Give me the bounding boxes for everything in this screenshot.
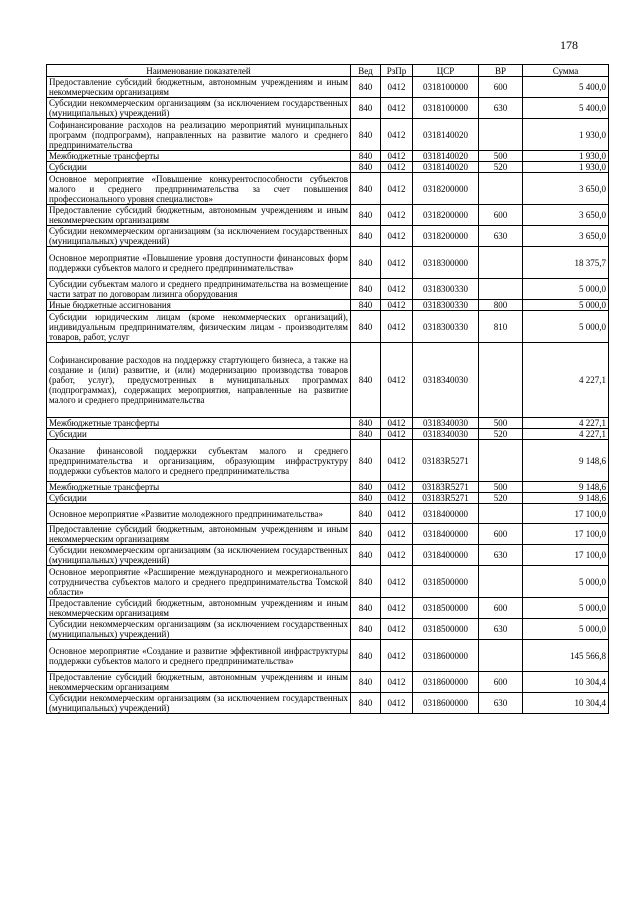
row-sum-cell: 5 000,0 xyxy=(523,279,609,300)
row-rzpr-cell: 0412 xyxy=(381,98,413,119)
row-vr-cell: 520 xyxy=(479,162,523,173)
row-rzpr-cell: 0412 xyxy=(381,119,413,151)
row-ved-cell: 840 xyxy=(351,672,381,693)
row-csr-cell: 0318600000 xyxy=(413,640,479,672)
row-csr-cell: 0318300000 xyxy=(413,247,479,279)
table-row xyxy=(47,205,609,226)
row-rzpr-cell: 0412 xyxy=(381,598,413,619)
row-name-cell: Предоставление субсидий бюджетным, автономным учреждениям и иным некоммерческим организациям xyxy=(47,77,351,98)
row-ved-cell: 840 xyxy=(351,598,381,619)
row-sum-cell: 1 930,0 xyxy=(523,151,609,162)
row-csr-cell: 0318600000 xyxy=(413,693,479,714)
row-ved-cell: 840 xyxy=(351,279,381,300)
row-csr-cell: 0318140020 xyxy=(413,162,479,173)
row-sum-cell: 5 000,0 xyxy=(523,598,609,619)
row-name-cell: Основное мероприятие «Расширение международного и межрегионального сотрудничества субъектов малого и среднего предпринимательства Томской области» xyxy=(47,566,351,598)
row-sum-cell: 10 304,4 xyxy=(523,693,609,714)
row-name-cell: Межбюджетные трансферты xyxy=(47,151,351,162)
row-rzpr-cell: 0412 xyxy=(381,482,413,493)
row-sum-cell: 1 930,0 xyxy=(523,119,609,151)
table-row xyxy=(47,173,609,205)
table-row xyxy=(47,429,609,440)
table-row xyxy=(47,545,609,566)
row-rzpr-cell: 0412 xyxy=(381,693,413,714)
row-csr-cell: 0318300330 xyxy=(413,279,479,300)
header-csr: ЦСР xyxy=(413,65,479,77)
row-ved-cell: 840 xyxy=(351,504,381,524)
row-sum-cell: 3 650,0 xyxy=(523,226,609,247)
row-name-cell: Субсидии xyxy=(47,162,351,173)
table-row xyxy=(47,693,609,714)
table-row xyxy=(47,619,609,640)
table-row xyxy=(47,77,609,98)
row-csr-cell: 03183R5271 xyxy=(413,482,479,493)
row-rzpr-cell: 0412 xyxy=(381,226,413,247)
row-vr-cell: 630 xyxy=(479,693,523,714)
row-ved-cell: 840 xyxy=(351,311,381,343)
row-rzpr-cell: 0412 xyxy=(381,77,413,98)
row-vr-cell xyxy=(479,119,523,151)
row-csr-cell: 0318400000 xyxy=(413,504,479,524)
row-rzpr-cell: 0412 xyxy=(381,545,413,566)
table-row xyxy=(47,493,609,504)
row-sum-cell: 5 000,0 xyxy=(523,300,609,311)
row-vr-cell: 500 xyxy=(479,482,523,493)
row-vr-cell: 630 xyxy=(479,98,523,119)
row-vr-cell: 600 xyxy=(479,598,523,619)
row-rzpr-cell: 0412 xyxy=(381,418,413,429)
row-vr-cell: 520 xyxy=(479,493,523,504)
row-ved-cell: 840 xyxy=(351,205,381,226)
row-ved-cell: 840 xyxy=(351,524,381,545)
row-name-cell: Субсидии xyxy=(47,493,351,504)
table-row xyxy=(47,504,609,524)
row-vr-cell xyxy=(479,173,523,205)
row-ved-cell: 840 xyxy=(351,566,381,598)
table-row xyxy=(47,98,609,119)
table-row xyxy=(47,640,609,672)
row-ved-cell: 840 xyxy=(351,173,381,205)
row-vr-cell xyxy=(479,343,523,418)
row-sum-cell: 9 148,6 xyxy=(523,482,609,493)
row-csr-cell: 0318500000 xyxy=(413,598,479,619)
row-vr-cell xyxy=(479,247,523,279)
row-sum-cell: 5 000,0 xyxy=(523,566,609,598)
row-vr-cell: 600 xyxy=(479,205,523,226)
table-header-row xyxy=(47,65,609,77)
row-name-cell: Предоставление субсидий бюджетным, автономным учреждениям и иным некоммерческим организациям xyxy=(47,205,351,226)
row-vr-cell: 520 xyxy=(479,429,523,440)
row-vr-cell: 630 xyxy=(479,545,523,566)
row-name-cell: Основное мероприятие «Повышение уровня доступности финансовых форм поддержки субъектов малого и среднего предпринимательства» xyxy=(47,247,351,279)
row-name-cell: Субсидии xyxy=(47,429,351,440)
row-name-cell: Субсидии субъектам малого и среднего предпринимательства на возмещение части затрат по договорам лизинга оборудования xyxy=(47,279,351,300)
row-vr-cell: 810 xyxy=(479,311,523,343)
row-ved-cell: 840 xyxy=(351,98,381,119)
header-sum: Сумма xyxy=(523,65,609,77)
row-rzpr-cell: 0412 xyxy=(381,343,413,418)
row-name-cell: Предоставление субсидий бюджетным, автономным учреждениям и иным некоммерческим организациям xyxy=(47,672,351,693)
row-vr-cell: 500 xyxy=(479,151,523,162)
row-sum-cell: 3 650,0 xyxy=(523,173,609,205)
row-sum-cell: 3 650,0 xyxy=(523,205,609,226)
row-name-cell: Субсидии некоммерческим организациям (за исключением государственных (муниципальных) учреждений) xyxy=(47,98,351,119)
row-name-cell: Субсидии некоммерческим организациям (за исключением государственных (муниципальных) учреждений) xyxy=(47,693,351,714)
row-rzpr-cell: 0412 xyxy=(381,162,413,173)
row-rzpr-cell: 0412 xyxy=(381,151,413,162)
row-rzpr-cell: 0412 xyxy=(381,672,413,693)
table-row xyxy=(47,566,609,598)
row-ved-cell: 840 xyxy=(351,226,381,247)
row-vr-cell: 500 xyxy=(479,418,523,429)
row-csr-cell: 0318100000 xyxy=(413,98,479,119)
row-name-cell: Межбюджетные трансферты xyxy=(47,482,351,493)
row-name-cell: Межбюджетные трансферты xyxy=(47,418,351,429)
row-rzpr-cell: 0412 xyxy=(381,640,413,672)
page-number: 178 xyxy=(560,38,578,52)
row-ved-cell: 840 xyxy=(351,300,381,311)
row-csr-cell: 0318400000 xyxy=(413,545,479,566)
table-row xyxy=(47,279,609,300)
row-name-cell: Основное мероприятие «Повышение конкурентоспособности субъектов малого и среднего предпринимательства за счет повышения профессионального уровня специалистов» xyxy=(47,173,351,205)
row-sum-cell: 9 148,6 xyxy=(523,493,609,504)
row-vr-cell xyxy=(479,279,523,300)
row-sum-cell: 4 227,1 xyxy=(523,343,609,418)
table-row xyxy=(47,343,609,418)
table-row xyxy=(47,672,609,693)
row-ved-cell: 840 xyxy=(351,247,381,279)
row-name-cell: Предоставление субсидий бюджетным, автономным учреждениям и иным некоммерческим организациям xyxy=(47,524,351,545)
row-vr-cell: 630 xyxy=(479,619,523,640)
row-sum-cell: 5 400,0 xyxy=(523,77,609,98)
row-csr-cell: 0318200000 xyxy=(413,205,479,226)
row-ved-cell: 840 xyxy=(351,429,381,440)
row-rzpr-cell: 0412 xyxy=(381,566,413,598)
row-csr-cell: 0318300330 xyxy=(413,311,479,343)
table-row xyxy=(47,418,609,429)
row-name-cell: Субсидии некоммерческим организациям (за исключением государственных (муниципальных) учреждений) xyxy=(47,226,351,247)
row-csr-cell: 0318300330 xyxy=(413,300,479,311)
row-name-cell: Предоставление субсидий бюджетным, автономным учреждениям и иным некоммерческим организациям xyxy=(47,598,351,619)
row-vr-cell: 600 xyxy=(479,672,523,693)
row-ved-cell: 840 xyxy=(351,693,381,714)
row-rzpr-cell: 0412 xyxy=(381,247,413,279)
row-name-cell: Субсидии некоммерческим организациям (за исключением государственных (муниципальных) учреждений) xyxy=(47,545,351,566)
row-name-cell: Оказание финансовой поддержки субъектам малого и среднего предпринимательства и организациям, образующим инфраструктуру поддержки субъектов малого и среднего предпринимательства xyxy=(47,440,351,482)
table-row xyxy=(47,482,609,493)
row-ved-cell: 840 xyxy=(351,343,381,418)
table-row xyxy=(47,598,609,619)
table-row xyxy=(47,162,609,173)
table-row xyxy=(47,440,609,482)
row-rzpr-cell: 0412 xyxy=(381,279,413,300)
budget-table xyxy=(46,64,609,714)
row-sum-cell: 17 100,0 xyxy=(523,504,609,524)
row-ved-cell: 840 xyxy=(351,640,381,672)
row-csr-cell: 0318340030 xyxy=(413,418,479,429)
row-csr-cell: 0318500000 xyxy=(413,566,479,598)
row-name-cell: Софинансирование расходов на реализацию мероприятий муниципальных программ (подпрограмм), направленных на развитие малого и среднего предпринимательства xyxy=(47,119,351,151)
row-sum-cell: 5 000,0 xyxy=(523,311,609,343)
row-vr-cell: 600 xyxy=(479,524,523,545)
row-csr-cell: 0318400000 xyxy=(413,524,479,545)
row-rzpr-cell: 0412 xyxy=(381,173,413,205)
row-rzpr-cell: 0412 xyxy=(381,429,413,440)
row-csr-cell: 03183R5271 xyxy=(413,493,479,504)
row-name-cell: Основное мероприятие «Создание и развитие эффективной инфраструктуры поддержки субъектов малого и среднего предпринимательства» xyxy=(47,640,351,672)
row-vr-cell xyxy=(479,504,523,524)
row-rzpr-cell: 0412 xyxy=(381,493,413,504)
header-rzpr: РзПр xyxy=(381,65,413,77)
row-ved-cell: 840 xyxy=(351,482,381,493)
row-csr-cell: 0318500000 xyxy=(413,619,479,640)
row-vr-cell: 630 xyxy=(479,226,523,247)
row-vr-cell xyxy=(479,440,523,482)
row-ved-cell: 840 xyxy=(351,493,381,504)
row-rzpr-cell: 0412 xyxy=(381,619,413,640)
row-sum-cell: 4 227,1 xyxy=(523,429,609,440)
row-sum-cell: 17 100,0 xyxy=(523,545,609,566)
row-sum-cell: 145 566,8 xyxy=(523,640,609,672)
row-rzpr-cell: 0412 xyxy=(381,524,413,545)
table-row xyxy=(47,300,609,311)
table-row xyxy=(47,524,609,545)
table-row xyxy=(47,247,609,279)
row-sum-cell: 4 227,1 xyxy=(523,418,609,429)
row-csr-cell: 0318100000 xyxy=(413,77,479,98)
row-name-cell: Основное мероприятие «Развитие молодежного предпринимательства» xyxy=(47,504,351,524)
row-rzpr-cell: 0412 xyxy=(381,440,413,482)
row-ved-cell: 840 xyxy=(351,119,381,151)
row-sum-cell: 10 304,4 xyxy=(523,672,609,693)
row-csr-cell: 0318200000 xyxy=(413,226,479,247)
row-ved-cell: 840 xyxy=(351,162,381,173)
row-rzpr-cell: 0412 xyxy=(381,504,413,524)
table-row xyxy=(47,311,609,343)
table-row xyxy=(47,119,609,151)
row-name-cell: Иные бюджетные ассигнования xyxy=(47,300,351,311)
row-rzpr-cell: 0412 xyxy=(381,311,413,343)
row-ved-cell: 840 xyxy=(351,418,381,429)
row-ved-cell: 840 xyxy=(351,440,381,482)
table-body xyxy=(47,77,609,714)
row-name-cell: Субсидии некоммерческим организациям (за исключением государственных (муниципальных) учреждений) xyxy=(47,619,351,640)
row-name-cell: Софинансирование расходов на поддержку стартующего бизнеса, а также на создание и (или) развитие, и (или) модернизацию производства товаров (работ, услуг), предусмотренных в муниципальных программах (подпрограммах), содержащих мероприятия, направленные на развитие малого и среднего предпринимательства xyxy=(47,343,351,418)
header-name: Наименование показателей xyxy=(47,65,351,77)
row-vr-cell xyxy=(479,566,523,598)
table-row xyxy=(47,151,609,162)
row-ved-cell: 840 xyxy=(351,619,381,640)
row-csr-cell: 0318340030 xyxy=(413,429,479,440)
row-csr-cell: 0318140020 xyxy=(413,119,479,151)
row-rzpr-cell: 0412 xyxy=(381,205,413,226)
row-csr-cell: 0318340030 xyxy=(413,343,479,418)
row-vr-cell: 800 xyxy=(479,300,523,311)
row-ved-cell: 840 xyxy=(351,77,381,98)
row-ved-cell: 840 xyxy=(351,151,381,162)
row-vr-cell: 600 xyxy=(479,77,523,98)
row-sum-cell: 18 375,7 xyxy=(523,247,609,279)
row-rzpr-cell: 0412 xyxy=(381,300,413,311)
row-sum-cell: 1 930,0 xyxy=(523,162,609,173)
row-sum-cell: 5 000,0 xyxy=(523,619,609,640)
row-csr-cell: 03183R5271 xyxy=(413,440,479,482)
header-ved: Вед xyxy=(351,65,381,77)
row-csr-cell: 0318200000 xyxy=(413,173,479,205)
header-vr: ВР xyxy=(479,65,523,77)
table-row xyxy=(47,226,609,247)
row-vr-cell xyxy=(479,640,523,672)
row-sum-cell: 9 148,6 xyxy=(523,440,609,482)
row-sum-cell: 5 400,0 xyxy=(523,98,609,119)
row-csr-cell: 0318140020 xyxy=(413,151,479,162)
row-ved-cell: 840 xyxy=(351,545,381,566)
row-csr-cell: 0318600000 xyxy=(413,672,479,693)
row-sum-cell: 17 100,0 xyxy=(523,524,609,545)
row-name-cell: Субсидии юридическим лицам (кроме некоммерческих организаций), индивидуальным предпринимателям, физическим лицам - производителям товаров, работ, услуг xyxy=(47,311,351,343)
